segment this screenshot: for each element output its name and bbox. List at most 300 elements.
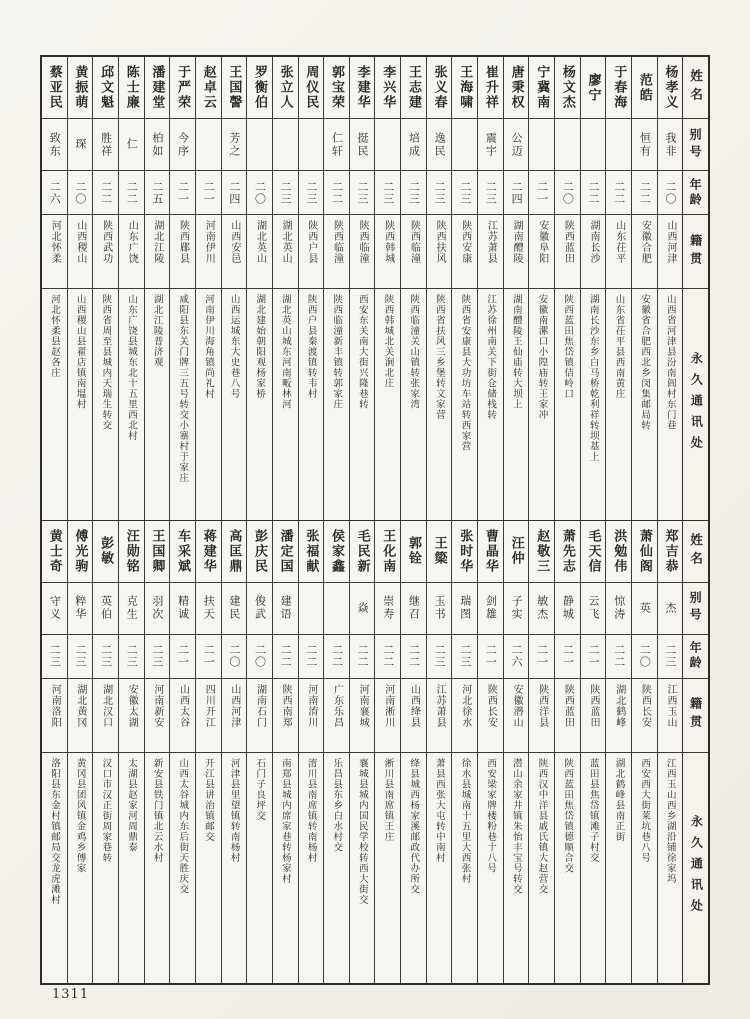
person-name: 李兴华 xyxy=(380,65,396,110)
address: 湖北江陵普济观 xyxy=(151,294,163,368)
age-value: 二〇 xyxy=(253,644,267,668)
courtesy-name-cell xyxy=(529,119,554,171)
person-column xyxy=(580,57,606,520)
person-name-cell xyxy=(273,521,298,583)
native-place: 湖北鹤峰 xyxy=(613,683,625,728)
native-place-cell xyxy=(529,215,554,289)
courtesy-name-cell xyxy=(196,583,221,635)
courtesy-name-cell xyxy=(222,583,247,635)
age-cell xyxy=(555,635,580,679)
courtesy-name-cell xyxy=(555,583,580,635)
address-cell xyxy=(247,289,272,520)
age-cell xyxy=(632,171,657,215)
native-place: 广东乐昌 xyxy=(331,683,343,728)
age-value: 二二 xyxy=(99,180,113,205)
person-name: 黄振萌 xyxy=(72,65,88,110)
courtesy-name: 继召 xyxy=(407,595,421,621)
address: 陕西韩城北关涧北庄 xyxy=(382,294,394,389)
person-column xyxy=(528,521,554,984)
native-place-cell xyxy=(606,215,631,289)
native-place: 陕西安康 xyxy=(459,220,471,264)
person-name: 萧先志 xyxy=(559,528,575,574)
courtesy-name-cell xyxy=(42,119,67,171)
native-place-cell xyxy=(350,215,375,289)
address: 湖北鹤峰县南正街 xyxy=(613,757,625,842)
native-place: 山西太谷 xyxy=(177,683,189,728)
person-column xyxy=(400,57,426,520)
person-name: 李建华 xyxy=(354,65,370,110)
person-name: 黄士奇 xyxy=(46,528,62,574)
person-name: 汪勋铭 xyxy=(123,528,139,574)
native-place: 江苏萧县 xyxy=(485,220,497,264)
age-cell xyxy=(222,171,247,215)
native-place: 陕西蓝田 xyxy=(588,683,600,728)
address-cell xyxy=(581,753,606,984)
person-name-cell xyxy=(427,57,452,119)
age-value: 二三 xyxy=(433,180,447,205)
person-name-cell xyxy=(42,57,67,119)
address-cell xyxy=(222,289,247,520)
age-value: 二三 xyxy=(458,180,472,205)
native-place-cell xyxy=(606,679,631,753)
address-cell xyxy=(42,753,67,984)
person-column xyxy=(42,521,67,984)
header-label-age: 年龄 xyxy=(688,641,703,671)
address: 陕西临潼关山镇转张家湾 xyxy=(408,294,420,410)
person-column xyxy=(92,57,118,520)
person-column xyxy=(631,57,657,520)
native-place-cell xyxy=(324,679,349,753)
address-cell xyxy=(606,289,631,520)
address-cell xyxy=(632,289,657,520)
address: 陕西蓝田焦岱镇佶岭口 xyxy=(562,294,574,399)
age-cell xyxy=(555,171,580,215)
age-value: 二二 xyxy=(330,644,344,668)
native-place: 陕西洋县 xyxy=(536,683,548,728)
person-name: 赵卓云 xyxy=(200,65,216,110)
native-place-cell xyxy=(145,679,170,753)
courtesy-name: 今序 xyxy=(176,131,190,158)
courtesy-name-cell xyxy=(196,119,221,171)
age-cell xyxy=(42,171,67,215)
page-number: 1311 xyxy=(52,987,90,1002)
courtesy-name: 云飞 xyxy=(587,595,601,621)
person-name: 周仪民 xyxy=(303,65,319,110)
age-value: 二五 xyxy=(150,180,164,205)
native-place-cell xyxy=(42,215,67,289)
person-column xyxy=(67,521,93,984)
age-value: 二二 xyxy=(279,644,293,668)
age-cell xyxy=(350,635,375,679)
native-place-cell xyxy=(68,215,93,289)
age-value: 二一 xyxy=(535,180,549,205)
age-cell xyxy=(273,635,298,679)
age-cell xyxy=(606,635,631,679)
person-column xyxy=(554,521,580,984)
age-cell xyxy=(401,171,426,215)
courtesy-name: 仁 xyxy=(125,138,139,151)
native-place: 湖北英山 xyxy=(254,220,266,264)
age-cell xyxy=(324,635,349,679)
native-place: 陕西蓝田 xyxy=(562,683,574,728)
native-place: 山西绛县 xyxy=(408,683,420,728)
courtesy-name: 致东 xyxy=(48,131,62,158)
person-name: 王志建 xyxy=(405,65,421,110)
address-cell xyxy=(427,289,452,520)
native-place: 陕西临潼 xyxy=(357,220,369,264)
age-value: 二三 xyxy=(664,644,678,668)
native-place-cell xyxy=(273,679,298,753)
address-cell xyxy=(299,753,324,984)
person-name: 王簗 xyxy=(431,536,447,566)
address: 陕西蓝田焦岱镇德顺合交 xyxy=(562,757,574,873)
courtesy-name-cell xyxy=(606,583,631,635)
person-column xyxy=(400,521,426,984)
person-column xyxy=(605,57,631,520)
courtesy-name-cell xyxy=(401,583,426,635)
courtesy-name-cell xyxy=(658,119,683,171)
age-value: 二二 xyxy=(612,180,626,205)
courtesy-name-cell xyxy=(452,119,477,171)
address-cell xyxy=(452,753,477,984)
person-name: 张福献 xyxy=(303,528,319,574)
person-name: 蔡亚民 xyxy=(46,65,62,110)
native-place: 山西安邑 xyxy=(228,220,240,264)
person-column xyxy=(503,57,529,520)
age-value: 二一 xyxy=(535,644,549,668)
address-cell xyxy=(145,753,170,984)
age-value: 二三 xyxy=(407,180,421,205)
person-name: 廖宁 xyxy=(585,72,601,103)
age-cell xyxy=(375,171,400,215)
native-place: 河南伊川 xyxy=(203,220,215,264)
person-name: 蒋建华 xyxy=(200,528,216,574)
person-column xyxy=(246,57,272,520)
address-cell xyxy=(119,289,144,520)
native-place: 山西河津 xyxy=(228,683,240,728)
person-name: 赵敬三 xyxy=(534,528,550,574)
courtesy-name: 培成 xyxy=(407,131,421,158)
address-cell xyxy=(93,753,118,984)
header-cell-name xyxy=(683,521,708,583)
person-column xyxy=(528,57,554,520)
person-name-cell xyxy=(119,521,144,583)
person-name: 王国卿 xyxy=(149,528,165,574)
header-cell-hao xyxy=(683,583,708,635)
address: 潜山余家井镇朱怡丰宝号转交 xyxy=(510,757,522,894)
person-name-cell xyxy=(299,57,324,119)
courtesy-name: 羽次 xyxy=(150,595,164,621)
native-place: 四川开江 xyxy=(203,683,215,728)
native-place-cell xyxy=(478,679,503,753)
person-column xyxy=(477,57,503,520)
header-label-hao: 别号 xyxy=(688,591,703,625)
courtesy-name-cell xyxy=(119,583,144,635)
courtesy-name-cell xyxy=(504,119,529,171)
person-column xyxy=(169,521,195,984)
courtesy-name-cell xyxy=(504,583,529,635)
courtesy-name: 柏如 xyxy=(150,131,164,158)
person-name-cell xyxy=(42,521,67,583)
courtesy-name: 震宇 xyxy=(484,131,498,158)
courtesy-name: 英 xyxy=(638,601,652,615)
address-cell xyxy=(529,289,554,520)
native-place-cell xyxy=(119,679,144,753)
age-value: 二六 xyxy=(48,180,62,205)
age-value: 二三 xyxy=(125,644,139,668)
age-value: 二三 xyxy=(304,180,318,205)
address-cell xyxy=(401,753,426,984)
native-place: 山东茌平 xyxy=(613,220,625,264)
age-value: 二二 xyxy=(407,644,421,668)
age-value: 二三 xyxy=(73,644,87,668)
native-place-cell xyxy=(247,215,272,289)
native-place-cell xyxy=(93,679,118,753)
age-cell xyxy=(299,171,324,215)
header-label-address: 永久通讯处 xyxy=(689,351,704,457)
native-place-cell xyxy=(632,215,657,289)
native-place-cell xyxy=(555,679,580,753)
person-name-cell xyxy=(427,521,452,583)
native-place-cell xyxy=(247,679,272,753)
person-name: 侯家鑫 xyxy=(328,528,344,574)
person-name-cell xyxy=(658,521,683,583)
address: 山西省河津县汾南阎村东门巷 xyxy=(664,294,676,431)
age-cell xyxy=(350,171,375,215)
native-place: 陕西韩城 xyxy=(382,220,394,264)
person-column xyxy=(451,57,477,520)
native-place: 湖北江陵 xyxy=(151,220,163,264)
courtesy-name: 挺民 xyxy=(356,131,370,158)
address-cell xyxy=(273,753,298,984)
age-cell xyxy=(606,171,631,215)
address: 乐昌县东乡白水村交 xyxy=(331,757,343,852)
native-place: 陕西扶风 xyxy=(434,220,446,264)
courtesy-name-cell xyxy=(324,583,349,635)
person-column xyxy=(349,521,375,984)
person-name-cell xyxy=(581,57,606,119)
native-place: 山西河津 xyxy=(665,220,677,264)
person-name-cell xyxy=(504,521,529,583)
person-name-cell xyxy=(196,521,221,583)
native-place-cell xyxy=(427,679,452,753)
person-column xyxy=(374,521,400,984)
person-name-cell xyxy=(606,521,631,583)
native-place-cell xyxy=(632,679,657,753)
address-cell xyxy=(606,753,631,984)
person-name-cell xyxy=(632,57,657,119)
age-cell xyxy=(119,635,144,679)
native-place-cell xyxy=(93,215,118,289)
age-value: 二二 xyxy=(304,644,318,668)
courtesy-name-cell xyxy=(529,583,554,635)
person-column xyxy=(169,57,195,520)
address-cell xyxy=(350,753,375,984)
address: 陕西汉中洋县戚氏镇大赵营交 xyxy=(536,757,548,894)
age-value: 二四 xyxy=(510,180,524,205)
courtesy-name: 仁轩 xyxy=(330,131,344,158)
age-value: 二二 xyxy=(381,644,395,668)
person-name: 杨文杰 xyxy=(559,65,575,110)
person-column xyxy=(298,521,324,984)
header-label-name: 姓名 xyxy=(688,69,704,106)
address-cell xyxy=(375,753,400,984)
age-cell xyxy=(581,171,606,215)
person-name-cell xyxy=(658,57,683,119)
age-cell xyxy=(68,171,93,215)
courtesy-name: 杰 xyxy=(664,601,678,615)
person-name-cell xyxy=(581,521,606,583)
age-cell xyxy=(196,635,221,679)
person-column xyxy=(144,57,170,520)
address-cell xyxy=(658,753,683,984)
person-name-cell xyxy=(324,57,349,119)
person-name-cell xyxy=(375,57,400,119)
header-label-native: 籍贯 xyxy=(688,233,703,270)
courtesy-name: 静城 xyxy=(561,595,575,621)
person-column xyxy=(221,521,247,984)
address: 陕西省周至县城内天瑞生转交 xyxy=(100,294,112,431)
age-cell xyxy=(42,635,67,679)
age-cell xyxy=(504,635,529,679)
address: 山西太谷城内东后街天胜庆交 xyxy=(177,757,189,894)
courtesy-name: 逸民 xyxy=(433,131,447,158)
native-place-cell xyxy=(427,215,452,289)
address-cell xyxy=(452,289,477,520)
person-column xyxy=(451,521,477,984)
age-value: 二二 xyxy=(125,180,139,205)
courtesy-name-cell xyxy=(93,583,118,635)
address: 绛县城西杨家溪邮政代办所交 xyxy=(408,757,420,894)
native-place-cell xyxy=(170,215,195,289)
person-column xyxy=(195,57,221,520)
person-name: 张立人 xyxy=(277,65,293,110)
person-name-cell xyxy=(452,57,477,119)
age-value: 二三 xyxy=(356,180,370,205)
person-column xyxy=(323,521,349,984)
address-cell xyxy=(119,753,144,984)
courtesy-name-cell xyxy=(350,119,375,171)
person-name-cell xyxy=(529,57,554,119)
native-place: 安徽太湖 xyxy=(126,683,138,728)
person-column xyxy=(503,521,529,984)
courtesy-name-cell xyxy=(375,119,400,171)
native-place: 湖南醴陵 xyxy=(511,220,523,264)
courtesy-name: 子实 xyxy=(510,595,524,621)
age-cell xyxy=(145,171,170,215)
native-place: 山东广饶 xyxy=(126,220,138,264)
person-name: 范皓 xyxy=(636,72,652,103)
address-cell xyxy=(478,289,503,520)
native-place: 湖南石门 xyxy=(254,683,266,728)
address-cell xyxy=(145,289,170,520)
directory-table-bottom xyxy=(42,521,708,984)
header-cell-address xyxy=(683,753,708,984)
native-place-cell xyxy=(375,215,400,289)
person-column xyxy=(657,57,683,520)
person-name: 王化南 xyxy=(380,528,396,574)
person-name: 王国謦 xyxy=(226,65,242,110)
native-place-cell xyxy=(452,679,477,753)
age-value: 二〇 xyxy=(638,644,652,668)
native-place: 湖北汉口 xyxy=(100,683,112,728)
courtesy-name: 建民 xyxy=(227,595,241,621)
person-name-cell xyxy=(273,57,298,119)
age-cell xyxy=(222,635,247,679)
address-cell xyxy=(170,753,195,984)
person-column xyxy=(426,521,452,984)
courtesy-name-cell xyxy=(170,119,195,171)
age-value: 二二 xyxy=(587,180,601,205)
age-cell xyxy=(170,635,195,679)
age-value: 二一 xyxy=(202,180,216,205)
person-name-cell xyxy=(145,57,170,119)
person-name: 高匡鼎 xyxy=(226,528,242,574)
address: 襄城县城内国民学校转西大街交 xyxy=(356,757,368,905)
person-name: 曹晶华 xyxy=(482,528,498,574)
courtesy-name-cell xyxy=(452,583,477,635)
age-cell xyxy=(324,171,349,215)
courtesy-name-cell xyxy=(145,119,170,171)
courtesy-name-cell xyxy=(632,119,657,171)
courtesy-name-cell xyxy=(247,119,272,171)
age-cell xyxy=(401,635,426,679)
address: 开江县讲治镇邮交 xyxy=(202,757,214,842)
native-place-cell xyxy=(504,215,529,289)
native-place: 湖北英山 xyxy=(280,220,292,264)
person-column xyxy=(349,57,375,520)
native-place: 江西玉山 xyxy=(665,683,677,728)
person-name: 毛民新 xyxy=(354,528,370,574)
courtesy-name-cell xyxy=(68,119,93,171)
address-cell xyxy=(581,289,606,520)
native-place-cell xyxy=(350,679,375,753)
age-cell xyxy=(119,171,144,215)
address-cell xyxy=(427,753,452,984)
address: 石门子良坪交 xyxy=(254,757,266,821)
address: 河北怀柔县赵各庄 xyxy=(49,294,61,378)
age-value: 二二 xyxy=(612,644,626,668)
address-cell xyxy=(504,289,529,520)
native-place: 河北怀柔 xyxy=(49,220,61,264)
address-cell xyxy=(555,753,580,984)
courtesy-name: 我非 xyxy=(664,131,678,158)
person-column xyxy=(298,57,324,520)
address: 陕西省扶风三乡堡转文家营 xyxy=(433,294,445,420)
person-name-cell xyxy=(196,57,221,119)
address-cell xyxy=(555,289,580,520)
age-cell xyxy=(478,635,503,679)
person-name-cell xyxy=(145,521,170,583)
age-cell xyxy=(273,171,298,215)
address-cell xyxy=(68,753,93,984)
courtesy-name-cell xyxy=(478,119,503,171)
address-cell xyxy=(375,289,400,520)
courtesy-name-cell xyxy=(170,583,195,635)
age-cell xyxy=(658,171,683,215)
person-name: 张时华 xyxy=(457,528,473,574)
person-column xyxy=(118,57,144,520)
person-column xyxy=(195,521,221,984)
courtesy-name-cell xyxy=(119,119,144,171)
courtesy-name: 俊武 xyxy=(253,595,267,621)
person-name: 郭铨 xyxy=(405,536,421,566)
courtesy-name-cell xyxy=(273,583,298,635)
header-cell-native xyxy=(683,215,708,289)
courtesy-name: 粹华 xyxy=(73,595,87,621)
courtesy-name: 焱 xyxy=(356,601,370,615)
header-label-hao: 别号 xyxy=(688,127,703,162)
